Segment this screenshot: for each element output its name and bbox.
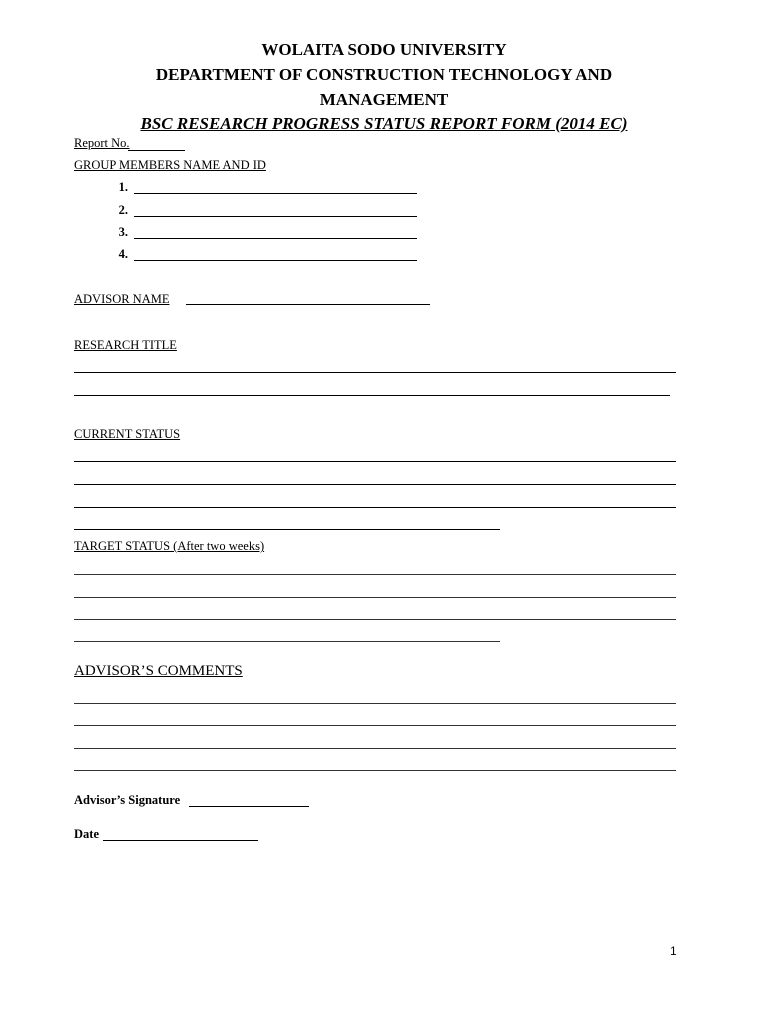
university-name: WOLAITA SODO UNIVERSITY [261,40,507,59]
report-no-blank[interactable] [128,150,185,151]
member-number: 4. [118,247,128,261]
member-number: 3. [118,225,128,239]
advisor-name-label: ADVISOR NAME [74,292,170,306]
comments-line[interactable] [74,770,676,771]
advisor-signature-label: Advisor’s Signature [74,793,181,807]
department-line-1: DEPARTMENT OF CONSTRUCTION TECHNOLOGY AND [155,65,613,84]
advisor-signature-blank[interactable] [189,806,309,807]
current-status-label: CURRENT STATUS [74,427,181,441]
page-number: 1 [670,944,677,958]
target-status-label: TARGET STATUS (After two weeks) [74,539,265,553]
report-no-label: Report No. [74,136,130,150]
form-title: BSC RESEARCH PROGRESS STATUS REPORT FORM (2014 EC) [140,114,628,133]
comments-line[interactable] [74,725,676,726]
target-status-line[interactable] [74,641,500,642]
member-3-blank[interactable] [134,238,417,239]
current-status-line[interactable] [74,484,676,485]
member-2-blank[interactable] [134,216,417,217]
advisors-comments-heading: ADVISOR’S COMMENTS [74,663,243,679]
date-label: Date [74,827,99,841]
comments-line[interactable] [74,748,676,749]
department-line-2: MANAGEMENT [319,90,449,109]
member-number: 2. [118,203,128,217]
target-status-line[interactable] [74,574,676,575]
member-number: 1. [118,180,128,194]
date-blank[interactable] [103,840,258,841]
comments-line[interactable] [74,703,676,704]
current-status-line[interactable] [74,507,676,508]
advisor-name-blank[interactable] [186,304,430,305]
target-status-line[interactable] [74,619,676,620]
research-title-label: RESEARCH TITLE [74,338,177,352]
current-status-line[interactable] [74,529,500,530]
member-4-blank[interactable] [134,260,417,261]
current-status-line[interactable] [74,461,676,462]
group-members-label: GROUP MEMBERS NAME AND ID [74,158,266,172]
target-status-line[interactable] [74,597,676,598]
member-1-blank[interactable] [134,193,417,194]
research-title-line[interactable] [74,395,670,396]
research-title-line[interactable] [74,372,676,373]
